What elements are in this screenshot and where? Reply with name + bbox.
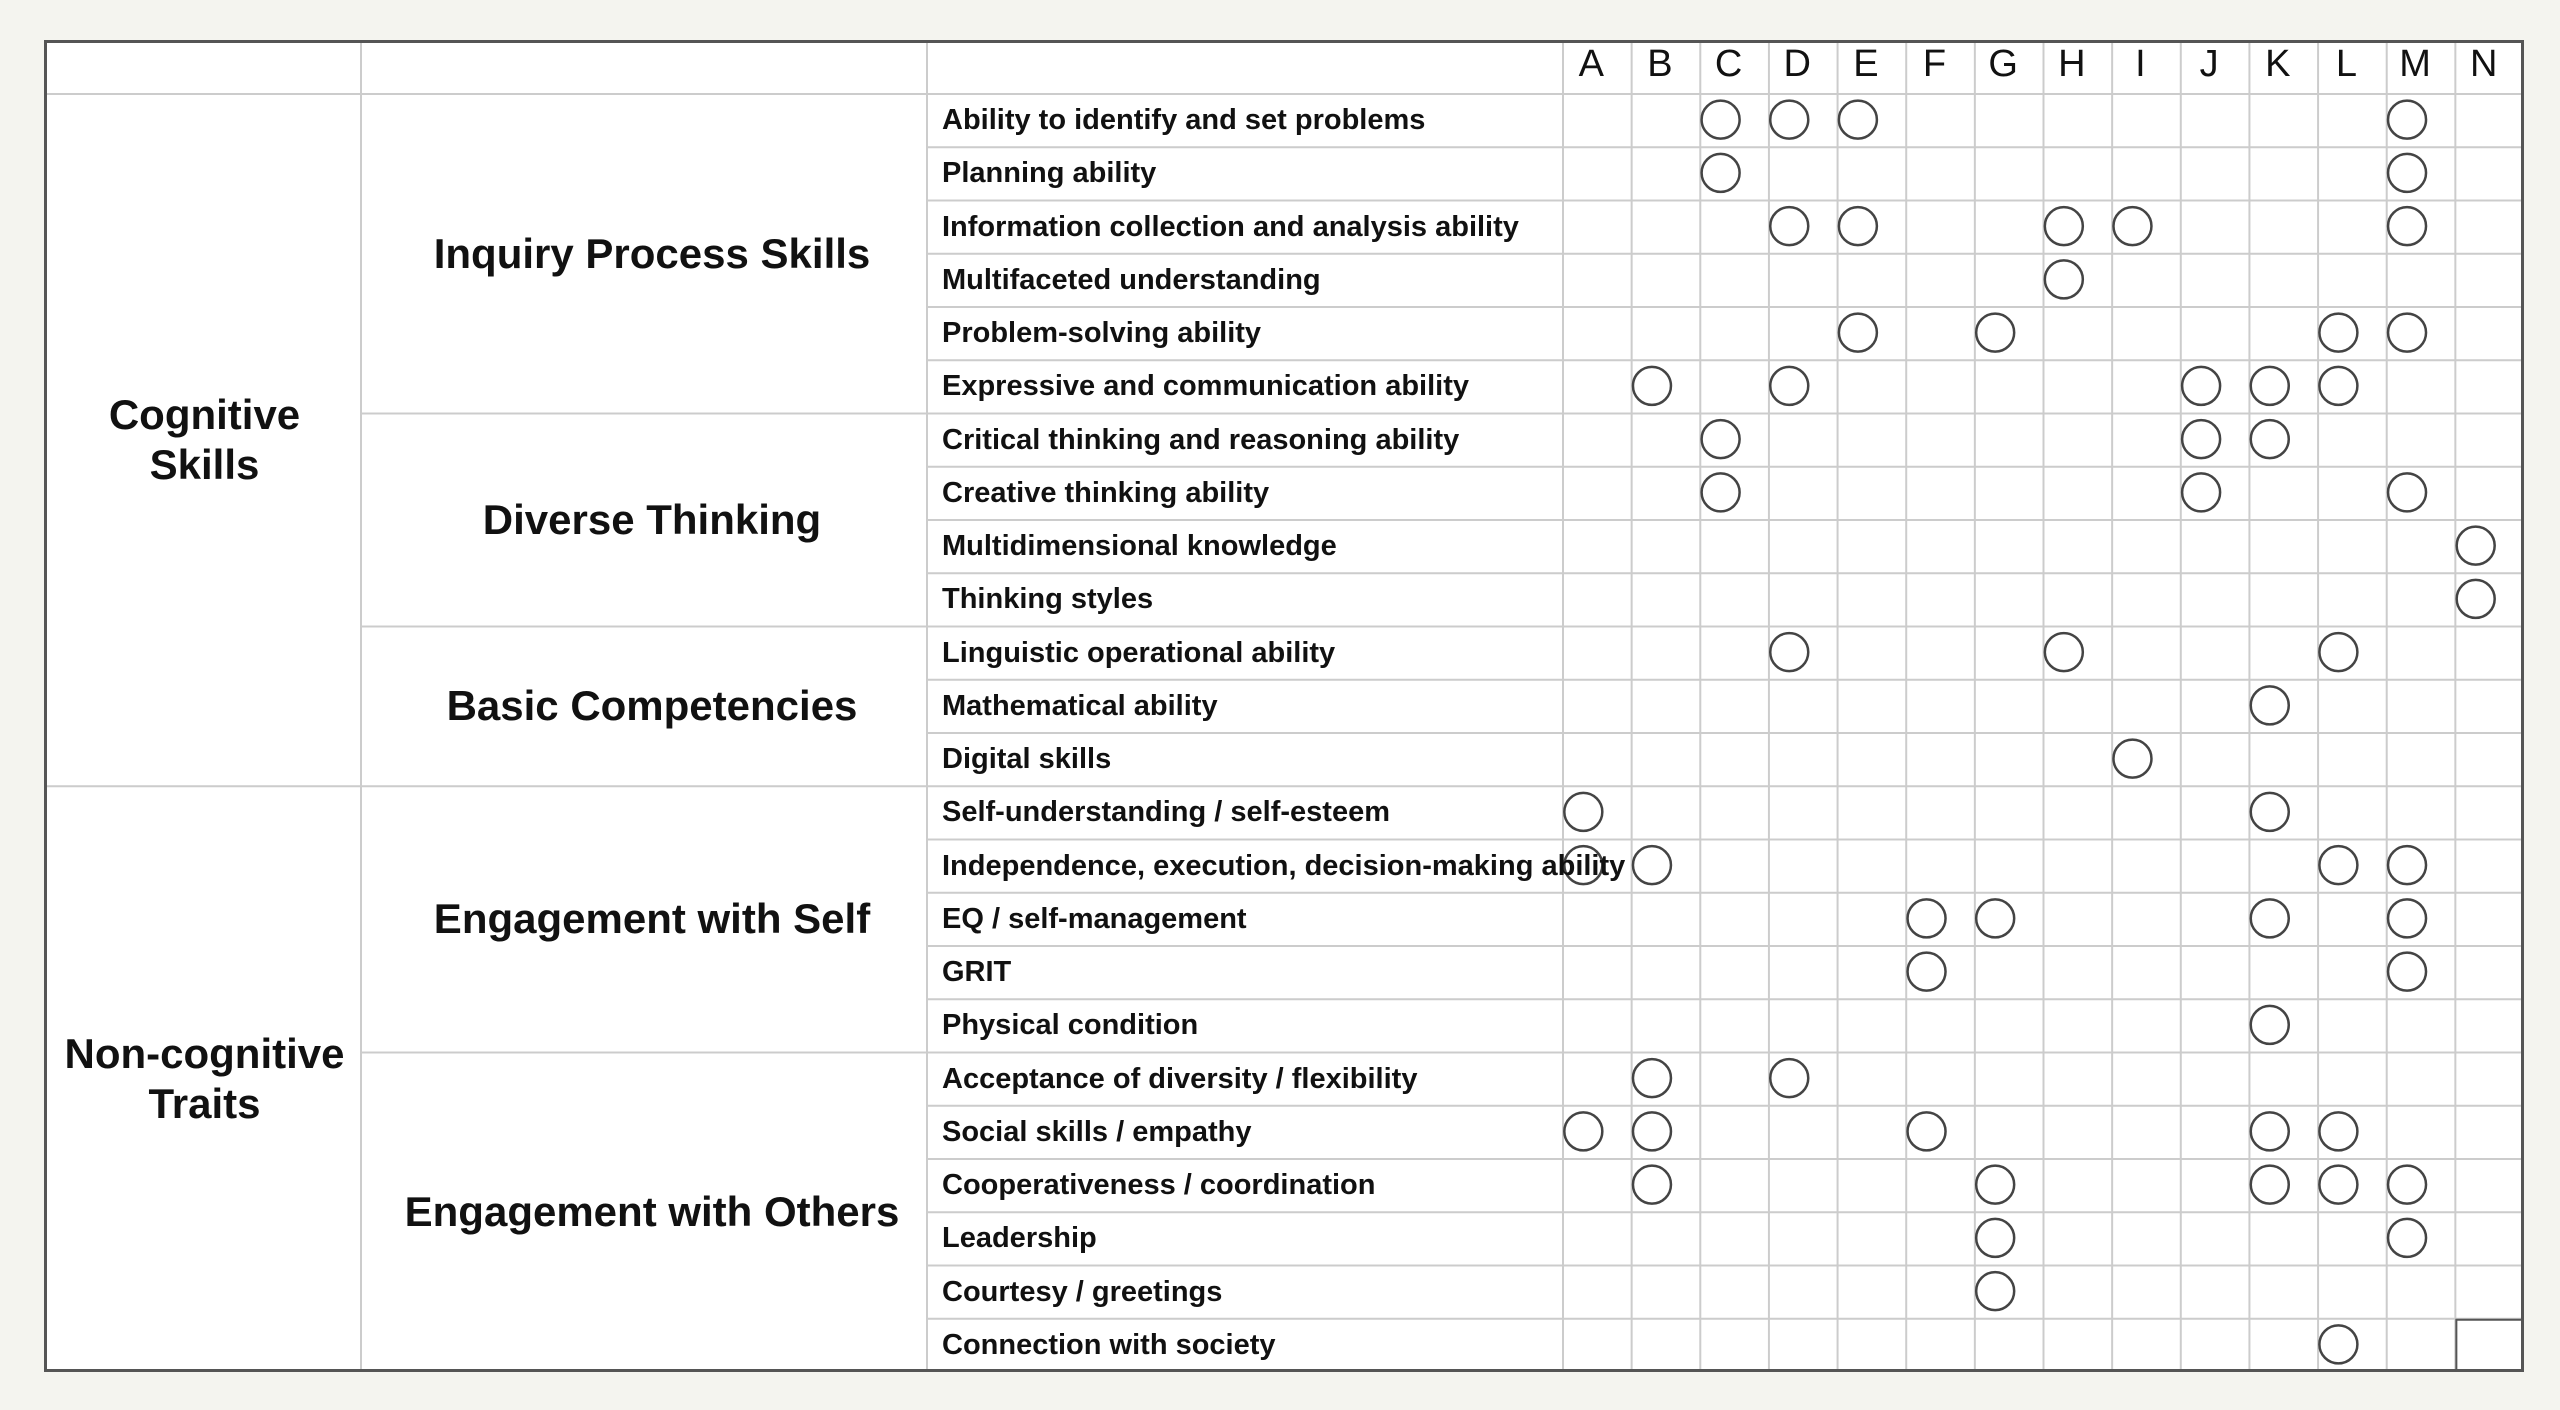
column-header-d: D — [1783, 43, 1811, 85]
item-label: Connection with society — [942, 1328, 1276, 1361]
mark-circle-m — [2388, 846, 2426, 884]
mark-circle-b — [1633, 1059, 1671, 1097]
mark-circle-f — [1908, 953, 1946, 991]
mark-circle-l — [2319, 314, 2357, 352]
mark-circle-n — [2457, 580, 2495, 618]
item-label: Expressive and communication ability — [942, 370, 1469, 403]
item-label: Independence, execution, decision-making ability — [942, 849, 1626, 882]
mark-circle-m — [2388, 154, 2426, 192]
mark-circle-k — [2251, 1112, 2289, 1150]
mark-circle-d — [1770, 367, 1808, 405]
mark-circle-m — [2388, 101, 2426, 139]
item-label: Leadership — [942, 1222, 1097, 1255]
mark-circle-l — [2319, 846, 2357, 884]
mark-circle-d — [1770, 633, 1808, 671]
column-header-m: M — [2399, 43, 2431, 85]
mark-circle-b — [1633, 1166, 1671, 1204]
item-label: Critical thinking and reasoning ability — [942, 423, 1460, 456]
item-label: Multifaceted understanding — [942, 263, 1321, 296]
mark-circle-d — [1770, 101, 1808, 139]
mark-circle-k — [2251, 686, 2289, 724]
mark-circle-j — [2182, 473, 2220, 511]
mark-circle-l — [2319, 1166, 2357, 1204]
item-label: Information collection and analysis ability — [942, 210, 1519, 243]
mark-circle-b — [1633, 846, 1671, 884]
mark-circle-l — [2319, 367, 2357, 405]
mark-circle-g — [1976, 1219, 2014, 1257]
mark-circle-k — [2251, 1006, 2289, 1044]
mark-circle-k — [2251, 899, 2289, 937]
mark-circle-d — [1770, 1059, 1808, 1097]
mark-circle-b — [1633, 1112, 1671, 1150]
mark-circle-m — [2388, 899, 2426, 937]
mark-circle-h — [2045, 633, 2083, 671]
item-label: Self-understanding / self-esteem — [942, 796, 1390, 829]
mark-circle-i — [2113, 740, 2151, 778]
item-label: Digital skills — [942, 743, 1112, 775]
column-header-a: A — [1578, 43, 1604, 85]
column-header-n: N — [2469, 43, 2498, 85]
domain-label — [65, 1029, 345, 1129]
mark-circle-m — [2388, 1166, 2426, 1204]
mark-circle-k — [2251, 1166, 2289, 1204]
column-header-k: K — [2265, 43, 2291, 85]
item-label: Ability to identify and set problems — [942, 104, 1426, 136]
category-label: Engagement with Self — [433, 895, 871, 943]
column-header-h: H — [2058, 43, 2086, 85]
column-header-f: F — [1922, 43, 1947, 85]
column-header-j: J — [2199, 43, 2219, 85]
category-label: Inquiry Process Skills — [433, 229, 871, 277]
item-label: EQ / self-management — [942, 902, 1247, 935]
mark-circle-m — [2388, 1219, 2426, 1257]
mark-circle-d — [1770, 207, 1808, 245]
domain-label-line: Skills — [149, 441, 260, 489]
mark-circle-f — [1908, 899, 1946, 937]
item-label: Social skills / empathy — [942, 1115, 1252, 1148]
mark-circle-l — [2319, 633, 2357, 671]
mark-circle-k — [2251, 420, 2289, 458]
mark-circle-g — [1976, 1166, 2014, 1204]
mark-circle-h — [2045, 207, 2083, 245]
domain-label-line: Cognitive — [108, 391, 301, 439]
item-label: Creative thinking ability — [942, 476, 1270, 509]
column-header-l: L — [2335, 43, 2357, 85]
column-header-b: B — [1647, 43, 1673, 85]
mark-circle-c — [1702, 473, 1740, 511]
mark-circle-j — [2182, 420, 2220, 458]
item-label: Linguistic operational ability — [942, 636, 1336, 669]
item-label: Acceptance of diversity / flexibility — [942, 1062, 1418, 1095]
mark-circle-m — [2388, 207, 2426, 245]
mark-circle-a — [1564, 1112, 1602, 1150]
mark-circle-a — [1564, 793, 1602, 831]
category-label: Basic Competencies — [446, 682, 858, 730]
mark-circle-e — [1839, 207, 1877, 245]
mark-circle-n — [2457, 527, 2495, 565]
mark-circle-c — [1702, 420, 1740, 458]
column-header-c: C — [1714, 43, 1743, 85]
competency-matrix-table — [44, 40, 2524, 1372]
mark-circle-k — [2251, 793, 2289, 831]
column-header-g: G — [1988, 43, 2018, 85]
mark-circle-m — [2388, 473, 2426, 511]
mark-circle-l — [2319, 1112, 2357, 1150]
item-label: GRIT — [942, 956, 1012, 988]
mark-circle-m — [2388, 953, 2426, 991]
domain-label — [109, 390, 300, 490]
item-label: Cooperativeness / coordination — [942, 1169, 1376, 1201]
item-label: Problem-solving ability — [942, 317, 1262, 349]
item-label: Physical condition — [942, 1009, 1199, 1042]
domain-label-line: Non-cognitive — [64, 1030, 345, 1078]
mark-circle-f — [1908, 1112, 1946, 1150]
mark-circle-g — [1976, 1272, 2014, 1310]
mark-circle-m — [2388, 314, 2426, 352]
category-label: Engagement with Others — [404, 1188, 900, 1236]
mark-circle-i — [2113, 207, 2151, 245]
mark-circle-l — [2319, 1325, 2357, 1363]
mark-circle-b — [1633, 367, 1671, 405]
item-label: Multidimensional knowledge — [942, 530, 1337, 562]
empty-boxed-cell — [2456, 1320, 2522, 1370]
item-label: Mathematical ability — [942, 689, 1218, 722]
item-label: Planning ability — [942, 157, 1157, 190]
mark-circle-g — [1976, 899, 2014, 937]
mark-circle-k — [2251, 367, 2289, 405]
mark-circle-e — [1839, 101, 1877, 139]
domain-label-line: Traits — [148, 1080, 261, 1128]
mark-circle-h — [2045, 260, 2083, 298]
column-header-i: I — [2135, 43, 2146, 85]
mark-circle-e — [1839, 314, 1877, 352]
item-label: Thinking styles — [942, 583, 1154, 616]
category-label: Diverse Thinking — [482, 496, 822, 543]
mark-circle-c — [1702, 101, 1740, 139]
mark-circle-c — [1702, 154, 1740, 192]
mark-circle-j — [2182, 367, 2220, 405]
mark-circle-g — [1976, 314, 2014, 352]
item-label: Courtesy / greetings — [942, 1275, 1223, 1308]
column-header-e: E — [1853, 43, 1879, 85]
